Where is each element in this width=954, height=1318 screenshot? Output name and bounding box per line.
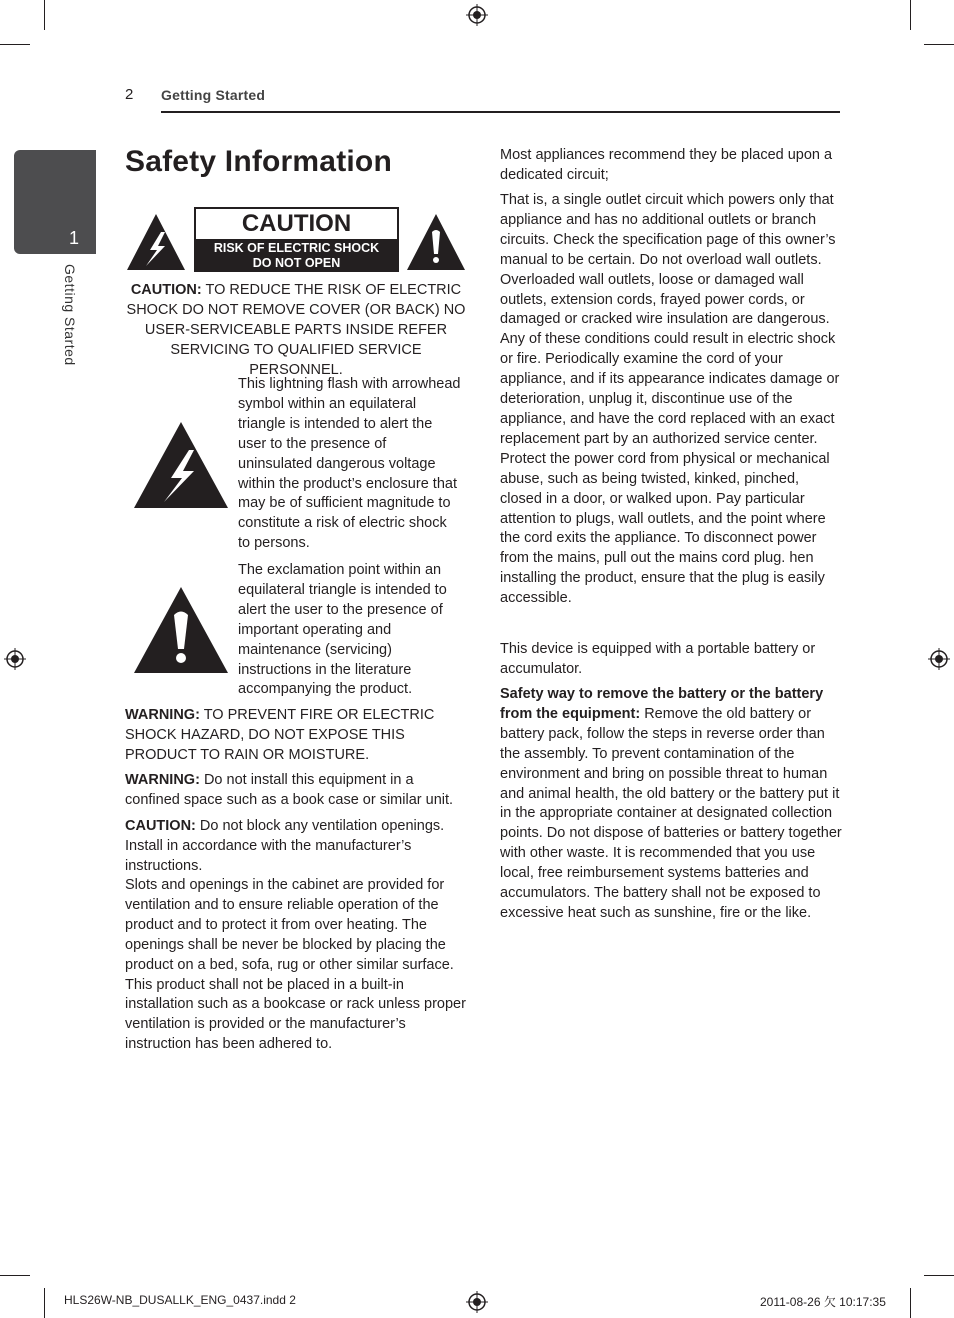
warning-text: TO PREVENT FIRE OR ELECTRIC SHOCK HAZARD, DO NOT EXPOSE THIS PRODUCT TO RAIN OR MOISTURE. bbox=[125, 707, 435, 763]
warning-confined-space bbox=[125, 771, 467, 811]
caution-strip bbox=[196, 239, 397, 272]
lightning-warning-icon bbox=[125, 212, 187, 272]
battery-removal-paragraph bbox=[500, 685, 842, 924]
registration-mark-icon bbox=[4, 648, 26, 670]
warning-text: Do not install this equipment in a confined space such as a book case or similar unit. bbox=[125, 772, 454, 808]
warning-lead: WARNING: bbox=[125, 772, 200, 788]
warning-lead: WARNING: bbox=[125, 707, 200, 723]
running-header: Getting Started bbox=[161, 87, 266, 103]
circuit-paragraph: That is, a single outlet circuit which powers only that appliance and has no additional outlets or branch circuits. Check the specification page of this owner’s manual to be certain. Do not overload wall outlets. Overloaded wall outlets, loose or damaged wall outlets, extension cords, frayed power cords, or damaged or cracked wire insulation are dangerous. Any of these conditions could result in electric shock or fire. Periodically examine the cord of your appliance, and if its appearance indicates damage or deterioration, unplug it, discontinue use of the appliance, and have the cord replaced with an exact replacement part by an authorized service center. Protect the power cord from physical or mechanical abuse, such as being twisted, kinked, pinched, closed in a door, or walked upon. Pay particular attention to plugs, wall outlets, and the point where the cord exits the appliance. To disconnect power from the mains, pull out the mains cord plug. hen installing the product, ensure that the plug is easily accessible. bbox=[500, 192, 840, 607]
page-number: 2 bbox=[125, 86, 134, 103]
footer-filename: HLS26W-NB_DUSALLK_ENG_0437.indd 2 bbox=[64, 1293, 296, 1307]
registration-mark-icon bbox=[466, 1291, 488, 1313]
caution-line-1: RISK OF ELECTRIC SHOCK bbox=[213, 241, 380, 255]
exclamation-explanation: The exclamation point within an equilateral triangle is intended to alert the user to the presence of important operating and maintenance (servicing) instructions in the literature accompanying the product. bbox=[238, 562, 447, 698]
crop-mark bbox=[924, 44, 954, 45]
circuit-intro-paragraph: Most appliances recommend they be placed upon a dedicated circuit; bbox=[500, 147, 833, 183]
caution-lead: CAUTION: bbox=[130, 282, 202, 298]
chapter-tab bbox=[14, 150, 96, 254]
caution-statement bbox=[125, 281, 467, 381]
footer-timestamp: 2011-08-26 欠 10:17:35 bbox=[760, 1295, 886, 1309]
lightning-triangle-icon bbox=[132, 420, 230, 510]
page-title: Safety Information bbox=[125, 145, 392, 178]
crop-mark bbox=[0, 44, 30, 45]
crop-mark bbox=[0, 1275, 30, 1276]
registration-mark-icon bbox=[928, 648, 950, 670]
header-rule bbox=[161, 111, 840, 113]
crop-mark bbox=[910, 1288, 911, 1318]
battery-removal-text: Remove the old battery or battery pack, follow the steps in reverse order than the assembly. To prevent contamination of the environment and bring on possible threat to human and animal health, the old battery or the battery put it in the appropriate container at designated collection points. Do not dispose of batteries or battery together with other waste. It is recommended that you use local, free reimbursement systems batteries and accumulators. The battery shall not be exposed to excessive heat such as sunshine, fire or the like. bbox=[500, 705, 842, 921]
caution-word: CAUTION bbox=[241, 210, 352, 237]
crop-mark bbox=[44, 1288, 45, 1318]
caution-ventilation bbox=[125, 817, 467, 877]
caution-line-2: DO NOT OPEN bbox=[252, 256, 341, 270]
battery-removal-lead: Safety way to remove the battery or the battery from the equipment: bbox=[500, 686, 824, 722]
warning-moisture bbox=[125, 706, 467, 766]
chapter-label: Getting Started bbox=[62, 264, 78, 366]
caution-label bbox=[194, 207, 399, 272]
chapter-number: 1 bbox=[69, 228, 80, 248]
caution-text: TO REDUCE THE RISK OF ELECTRIC SHOCK DO NOT REMOVE COVER (OR BACK) NO USER-SERVICEABLE PARTS INSIDE REFER SERVICING TO QUALIFIED SERVICE PERSONNEL. bbox=[126, 282, 466, 378]
exclamation-triangle-icon bbox=[132, 585, 230, 675]
lightning-explanation: This lightning flash with arrowhead symbol within an equilateral triangle is intended to alert the user to the presence of uninsulated dangerous voltage within the product’s enclosure that may be of sufficient magnitude to constitute a risk of electric shock to persons. bbox=[238, 376, 461, 552]
ventilation-paragraph: Slots and openings in the cabinet are provided for ventilation and to ensure reliable operation of the product and to protect it from over heating. The openings shall be never be blocked by placing the product on a bed, sofa, rug or other similar surface. This product shall not be placed in a built-in installation such as a bookcase or rack unless proper ventilation is provided or the manufacturer’s instruction has been adhered to. bbox=[125, 877, 466, 1053]
exclamation-warning-icon bbox=[405, 212, 467, 272]
caution-lead: CAUTION: bbox=[125, 818, 196, 834]
crop-mark bbox=[44, 0, 45, 30]
battery-intro-paragraph: This device is equipped with a portable battery or accumulator. bbox=[500, 641, 816, 677]
caution-text: Do not block any ventilation openings. Install in accordance with the manufacturer’s instructions. bbox=[125, 818, 445, 874]
crop-mark bbox=[910, 0, 911, 30]
registration-mark-icon bbox=[466, 4, 488, 26]
crop-mark bbox=[924, 1275, 954, 1276]
